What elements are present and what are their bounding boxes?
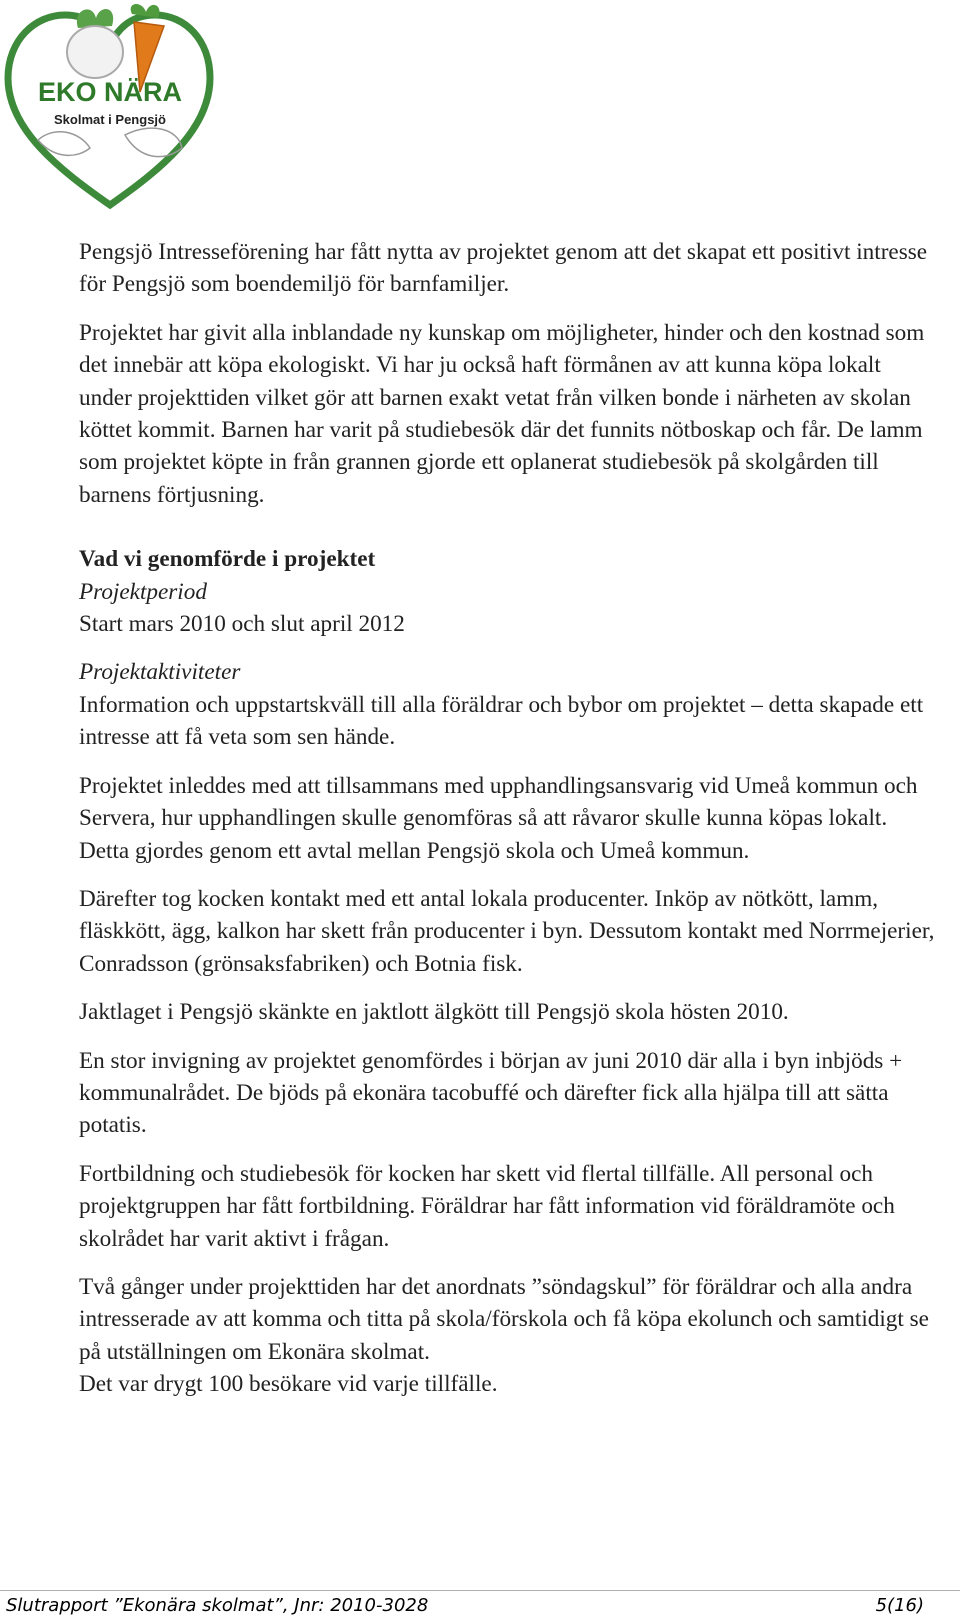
logo-subtitle: Skolmat i Pengsjö: [54, 112, 166, 127]
footer-report-title: Slutrapport ”Ekonära skolmat”, Jnr: 2010-3028: [6, 1595, 429, 1616]
subheading-activities: Projektaktiviteter: [79, 659, 241, 686]
activity-paragraph: En stor invigning av projektet genomfördes i början av juni 2010 där alla i byn inbjöds + kommunalrådet. De bjöds på ekonära tacobuffé och därefter fick alla hjälpa till att sätta potatis.: [79, 1047, 903, 1139]
period-text: Start mars 2010 och slut april 2012: [79, 611, 405, 638]
eko-nara-logo: [0, 0, 220, 215]
activity-paragraph: Projektet inleddes med att tillsammans med upphandlingsansvarig vid Umeå kommun och Servera, hur upphandlingen skulle genomföras så att råvaror skulle kunna köpas lokalt. Detta gjordes genom ett avtal mellan Pengsjö skola och Umeå kommun.: [79, 772, 918, 864]
activity-paragraph: Därefter tog kocken kontakt med ett antal lokala producenter. Inköp av nötkött, lamm, fläskkött, ägg, kalkon har skett från producenter i byn. Dessutom kontakt med Norrmejerier, Conradsson (grönsaksfabriken) och Botnia fisk.: [79, 885, 935, 977]
activity-paragraph: Två gånger under projekttiden har det anordnats ”söndagskul” för föräldrar och alla andra intresserade av att komma och titta på skola/förskola och få köpa ekolunch och samtidigt se på utställningen om Ekonära skolmat.: [79, 1273, 929, 1365]
activity-paragraph: Fortbildning och studiebesök för kocken har skett vid flertal tillfälle. All personal och projektgruppen har fått fortbildning. Föräldrar har fått information vid föräldramöte och skolrådet har varit aktivt i frågan.: [79, 1160, 895, 1252]
footer-page-number: 5(16): [875, 1595, 924, 1616]
paragraph: Projektet har givit alla inblandade ny kunskap om möjligheter, hinder och den kostnad som det innebär att köpa ekologiskt. Vi har ju också haft förmånen av att kunna köpa lokalt under projekttiden vilket gör att barnen exakt vetat från vilken bonde i närheten av skolan köttet kommit. Barnen har varit på studiebesök där det funnits nötboskap och får. De lamm som projektet köpte in från grannen gjorde ett oplanerat studiebesök på skolgården till barnens förtjusning.: [79, 319, 925, 508]
section-heading: Vad vi genomförde i projektet: [79, 546, 376, 573]
activity-paragraph: Jaktlaget i Pengsjö skänkte en jaktlott älgkött till Pengsjö skola hösten 2010.: [79, 999, 789, 1026]
activity-paragraph: Information och uppstartskväll till alla föräldrar och bybor om projektet – detta skapade ett intresse att få veta som sen hände.: [79, 691, 924, 751]
activity-paragraph: Det var drygt 100 besökare vid varje tillfälle.: [79, 1371, 498, 1398]
page-footer: [0, 1590, 960, 1622]
subheading-period: Projektperiod: [79, 578, 207, 605]
paragraph: Pengsjö Intresseförening har fått nytta av projektet genom att det skapat ett positivt intresse för Pengsjö som boendemiljö för barnfamiljer.: [79, 239, 928, 298]
document-body: [79, 236, 939, 1401]
logo-title: EKO NÄRA: [37, 77, 183, 107]
